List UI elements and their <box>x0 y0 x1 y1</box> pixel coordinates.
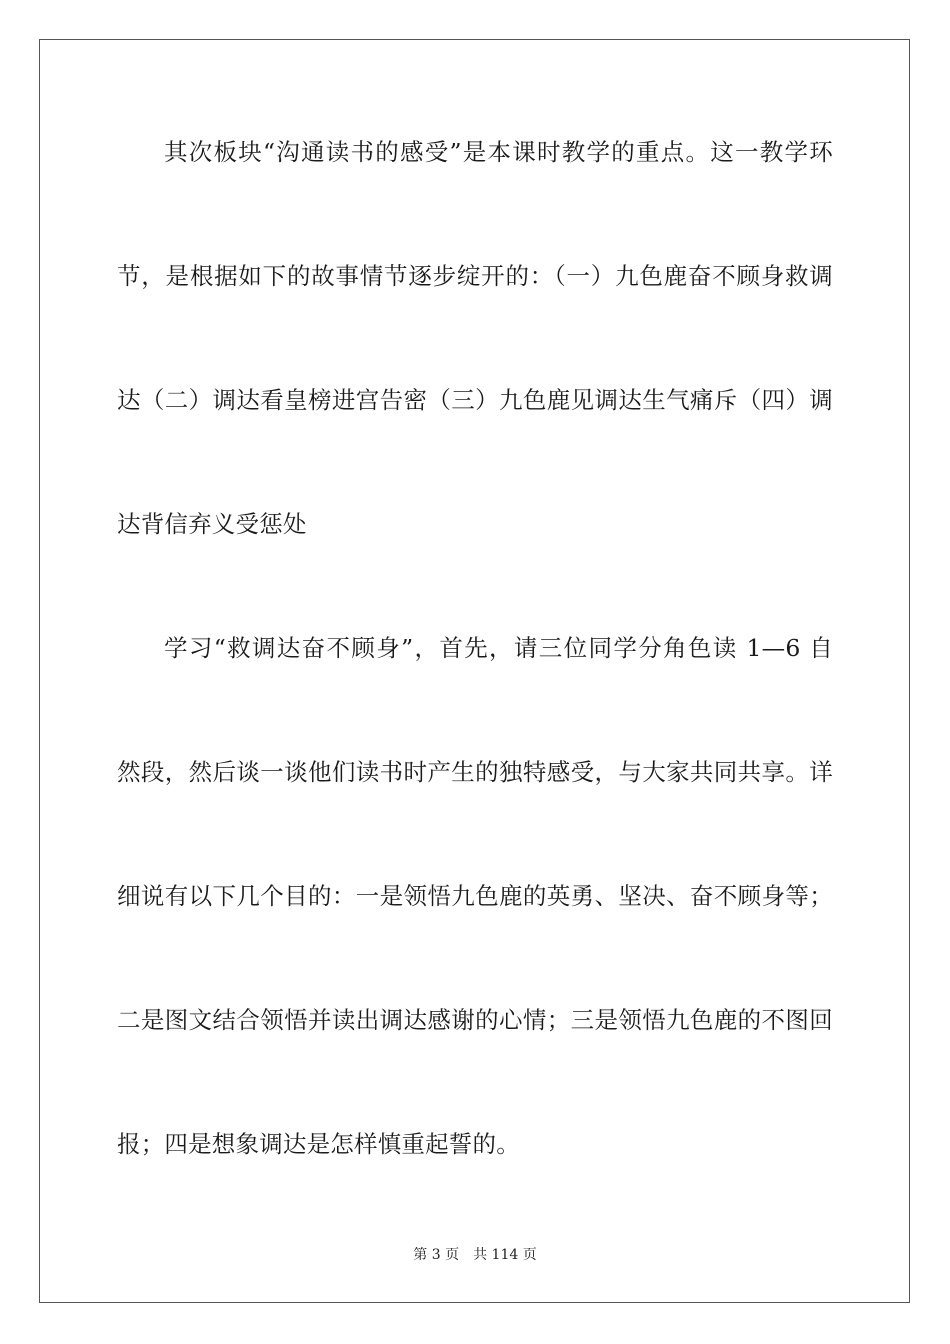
page-footer <box>0 1246 950 1264</box>
paragraph-2-line-2: 然段，然后谈一谈他们读书时产生的独特感受，与大家共同共享。详 <box>117 758 833 786</box>
paragraph-1-line-1: 其次板块“沟通读书的感受”是本课时教学的重点。这一教学环 <box>164 138 833 166</box>
paragraph-1-line-4: 达背信弃义受惩处 <box>117 510 307 538</box>
paragraph-1-line-3: 达（二）调达看皇榜进宫告密（三）九色鹿见调达生气痛斥（四）调 <box>117 386 833 414</box>
paragraph-1-line-2: 节，是根据如下的故事情节逐步绽开的：（一）九色鹿奋不顾身救调 <box>117 262 833 290</box>
paragraph-2-line-5: 报；四是想象调达是怎样慎重起誓的。 <box>117 1130 520 1158</box>
total-pages: 共 114 页 <box>473 1247 537 1263</box>
page-border <box>39 39 910 1303</box>
paragraph-2-line-1: 学习“救调达奋不顾身”，首先，请三位同学分角色读 1—6 自 <box>164 634 833 662</box>
paragraph-2-line-4: 二是图文结合领悟并读出调达感谢的心情；三是领悟九色鹿的不图回 <box>117 1006 833 1034</box>
paragraph-2-line-3: 细说有以下几个目的：一是领悟九色鹿的英勇、坚决、奋不顾身等； <box>117 882 833 910</box>
page-number: 第 3 页 <box>413 1247 460 1263</box>
